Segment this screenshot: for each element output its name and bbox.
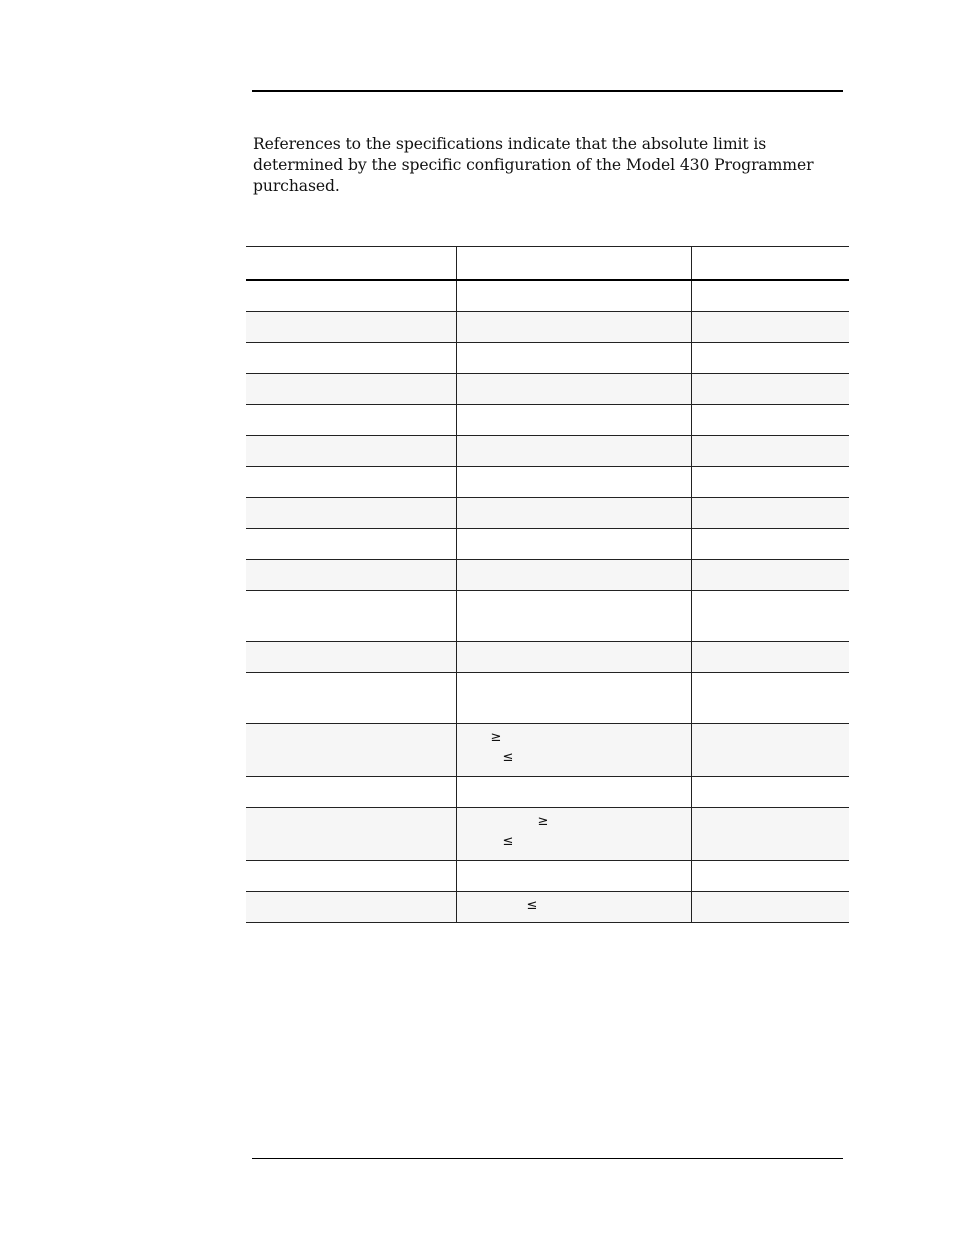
table-cell [246, 641, 456, 672]
table-cell [246, 723, 456, 776]
table-cell [246, 466, 456, 497]
table-cell [246, 404, 456, 435]
header-rule [252, 90, 843, 92]
table-row [246, 723, 849, 776]
table-cell [246, 435, 456, 466]
table-cell [456, 891, 691, 922]
table-cell [456, 373, 691, 404]
less-equal-symbol: ≤ [502, 833, 514, 849]
table-cell [456, 776, 691, 807]
table-cell [456, 342, 691, 373]
table-row [246, 280, 849, 311]
less-equal-symbol: ≤ [502, 749, 514, 765]
table-cell [691, 466, 849, 497]
table-cell [691, 590, 849, 641]
table-row [246, 860, 849, 891]
column-header-2 [456, 247, 691, 281]
table-cell [456, 466, 691, 497]
table-cell [456, 435, 691, 466]
table-cell [691, 559, 849, 590]
table-cell [456, 807, 691, 860]
table-cell [691, 497, 849, 528]
table-cell [691, 342, 849, 373]
greater-equal-symbol: ≥ [490, 729, 502, 745]
table-row [246, 590, 849, 641]
table-cell [456, 497, 691, 528]
table-cell [456, 280, 691, 311]
table-row [246, 807, 849, 860]
table-cell [456, 723, 691, 776]
table-row [246, 373, 849, 404]
table-cell [456, 641, 691, 672]
table-cell [246, 311, 456, 342]
table-cell [246, 891, 456, 922]
table-header-row [246, 247, 849, 281]
table-cell [691, 672, 849, 723]
table-cell [691, 860, 849, 891]
table-row [246, 641, 849, 672]
table-cell [246, 807, 456, 860]
table-row [246, 528, 849, 559]
table-cell [246, 559, 456, 590]
table-cell [691, 776, 849, 807]
table-cell [246, 860, 456, 891]
table-row [246, 311, 849, 342]
table-row [246, 497, 849, 528]
table-row [246, 559, 849, 590]
table-row [246, 891, 849, 922]
table-cell [246, 528, 456, 559]
table-row [246, 404, 849, 435]
table-cell [456, 404, 691, 435]
table-cell [456, 860, 691, 891]
table-cell [246, 342, 456, 373]
less-equal-symbol: ≤ [526, 897, 538, 913]
table-cell [691, 311, 849, 342]
specifications-table [246, 246, 849, 923]
intro-paragraph: References to the specifications indicate that the absolute limit is determined by the specific configuration of the Model 430 Programmer purchased. [253, 135, 814, 195]
table-row [246, 672, 849, 723]
column-header-3 [691, 247, 849, 281]
table-cell [691, 373, 849, 404]
table-cell [456, 559, 691, 590]
table-cell [246, 672, 456, 723]
table-cell [691, 435, 849, 466]
table-cell [456, 311, 691, 342]
column-header-1 [246, 247, 456, 281]
table-row [246, 342, 849, 373]
footer-rule [252, 1158, 843, 1159]
table-cell [246, 373, 456, 404]
table-cell [691, 280, 849, 311]
table-cell [246, 776, 456, 807]
table-cell [691, 404, 849, 435]
table-cell [456, 528, 691, 559]
table-row [246, 466, 849, 497]
table-row [246, 435, 849, 466]
table-row [246, 776, 849, 807]
table-cell [246, 280, 456, 311]
table-cell [691, 641, 849, 672]
table-cell [246, 497, 456, 528]
table-cell [456, 672, 691, 723]
table-cell [691, 528, 849, 559]
table-cell [246, 590, 456, 641]
greater-equal-symbol: ≥ [537, 813, 549, 829]
table-cell [456, 590, 691, 641]
